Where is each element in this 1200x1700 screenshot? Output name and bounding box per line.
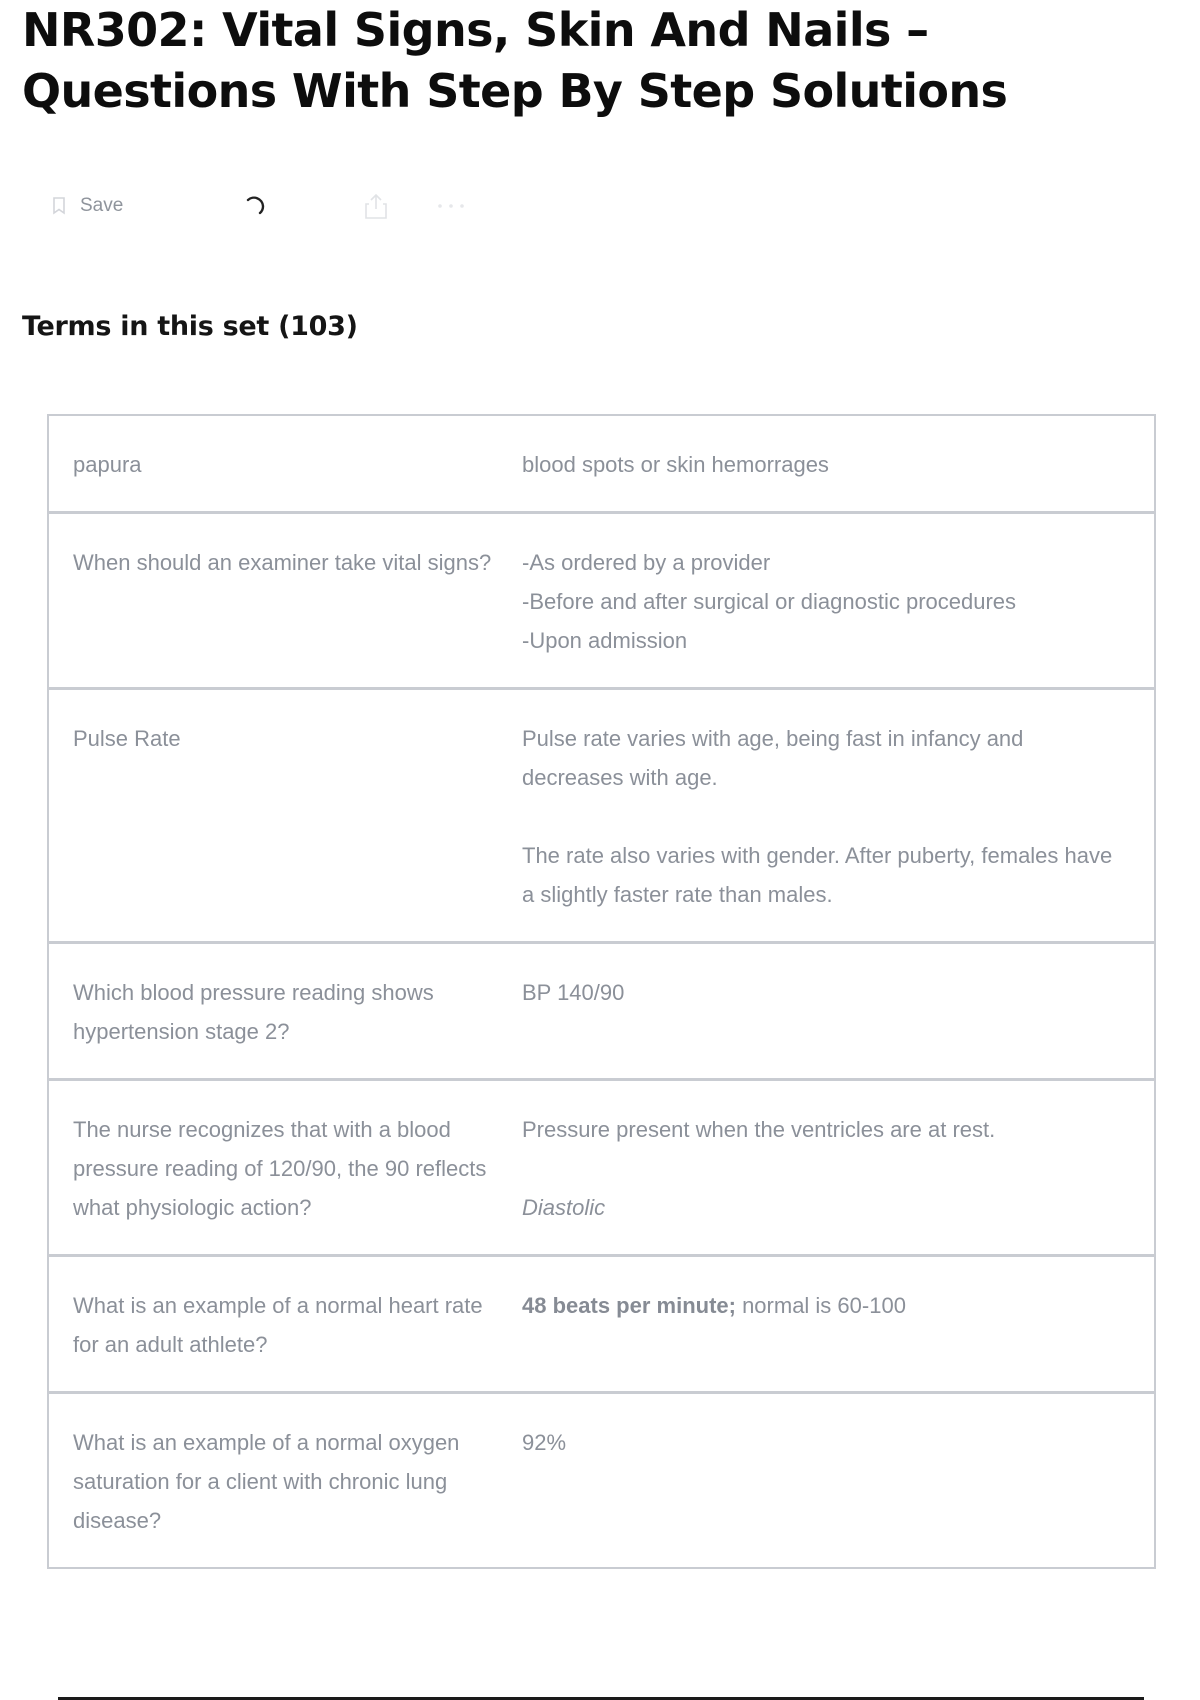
definition-line: blood spots or skin hemorrages [522, 452, 829, 477]
term-row[interactable] [49, 1391, 1154, 1567]
term-row[interactable] [49, 416, 1154, 511]
more-options-button[interactable] [436, 188, 466, 224]
term-row[interactable] [49, 511, 1154, 687]
save-label: Save [80, 195, 124, 216]
definition-rest: normal is 60-100 [735, 1293, 906, 1318]
definition-text [522, 1110, 1154, 1227]
loading-indicator [242, 188, 268, 224]
definition-line-italic: Diastolic [522, 1195, 606, 1220]
term-text: When should an examiner take vital signs? [73, 550, 492, 575]
definition-line: BP 140/90 [522, 980, 625, 1005]
term-text: What is an example of a normal heart rate for an adult athlete? [73, 1293, 483, 1357]
definition-text [522, 1286, 1154, 1364]
term-text: papura [73, 452, 142, 477]
term-text: Which blood pressure reading shows hypertension stage 2? [73, 980, 434, 1044]
definition-line: -Upon admission [522, 628, 688, 653]
share-icon [364, 192, 388, 220]
term-text: What is an example of a normal oxygen saturation for a client with chronic lung disease? [73, 1430, 460, 1533]
definition-line: -As ordered by a provider [522, 550, 771, 575]
definition-line: The rate also varies with gender. After puberty, females have a slightly faster rate than males. [522, 843, 1113, 907]
definition-text [522, 973, 1154, 1051]
definition-text [522, 719, 1154, 914]
share-button[interactable] [364, 188, 388, 224]
spinner-icon [242, 193, 268, 219]
definition-text [522, 543, 1154, 660]
page-title: NR302: Vital Signs, Skin And Nails – Questions With Step By Step Solutions [22, 3, 1008, 118]
term-text: Pulse Rate [73, 726, 181, 751]
definition-bold: 48 beats per minute; [522, 1293, 736, 1318]
save-button[interactable] [52, 188, 123, 224]
definition-line: Pressure present when the ventricles are at rest. [522, 1117, 996, 1142]
term-row[interactable] [49, 1254, 1154, 1391]
term-row[interactable] [49, 941, 1154, 1078]
definition-line: 92% [522, 1430, 567, 1455]
terms-count-heading: Terms in this set (103) [22, 311, 358, 342]
term-row[interactable] [49, 687, 1154, 941]
definition-text [522, 1423, 1154, 1540]
definition-line: -Before and after surgical or diagnostic procedures [522, 589, 1017, 614]
paragraph-gap [522, 797, 1124, 836]
definition-text [522, 445, 1154, 484]
toolbar [52, 188, 472, 224]
terms-table [47, 414, 1156, 1569]
more-icon [436, 202, 466, 210]
bookmark-icon [52, 197, 66, 215]
term-row[interactable] [49, 1078, 1154, 1254]
paragraph-gap [522, 1149, 1124, 1188]
term-text: The nurse recognizes that with a blood pressure reading of 120/90, the 90 reflects what physiologic action? [73, 1117, 487, 1220]
definition-line: Pulse rate varies with age, being fast in infancy and decreases with age. [522, 726, 1024, 790]
